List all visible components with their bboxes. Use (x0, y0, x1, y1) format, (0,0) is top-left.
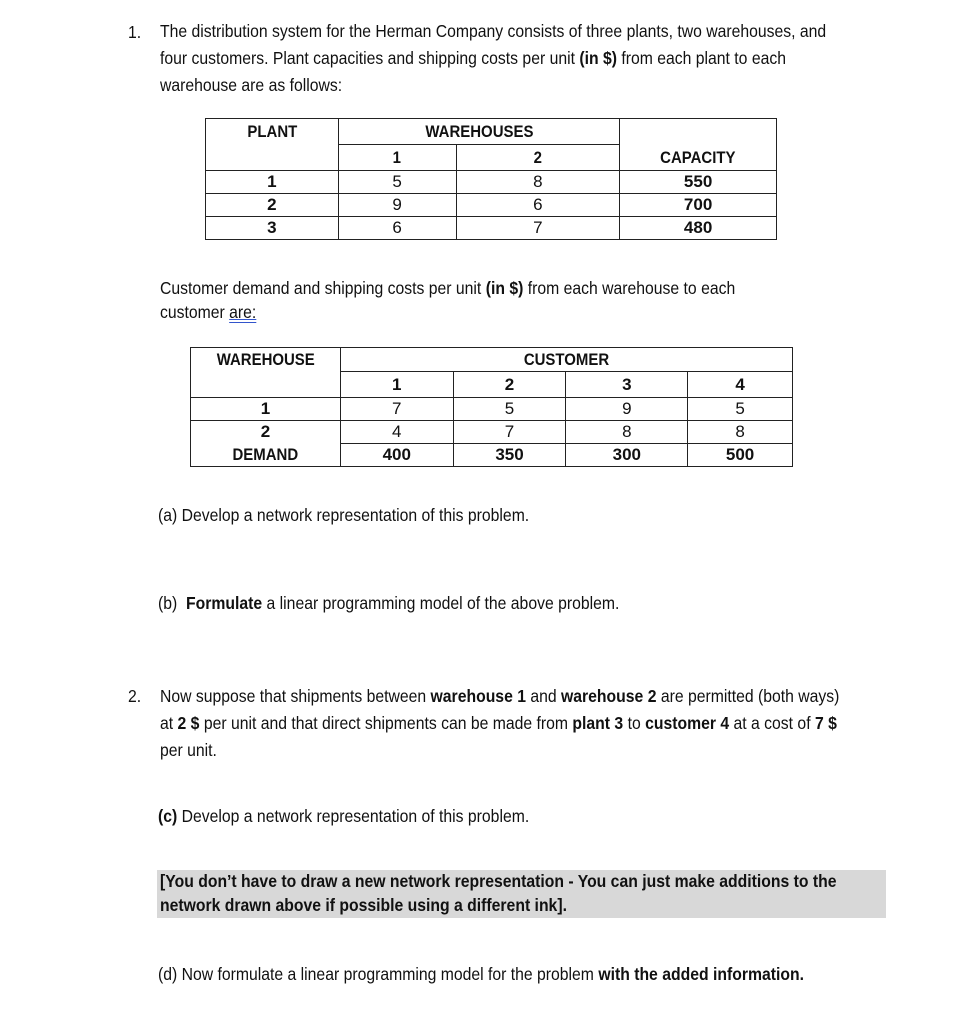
customer-header: CUSTOMER (340, 348, 792, 372)
question-2-number: 2. (128, 686, 142, 706)
customer-col-2: 2 (453, 372, 566, 398)
q2-line-3: per unit. (160, 740, 217, 760)
capacity-header: CAPACITY (620, 119, 777, 171)
warehouse-col-2: 2 (456, 145, 620, 171)
part-a: (a) Develop a network representation of this problem. (158, 505, 530, 525)
plant-warehouse-table (205, 118, 777, 240)
customer-col-4: 4 (688, 372, 793, 398)
part-c: (c) Develop a network representation of this problem. (158, 806, 530, 826)
demand-row: DEMAND 400 350 300 500 (191, 444, 793, 467)
question-2-text (160, 683, 839, 764)
q2-line-2: at 2 $ per unit and that direct shipments can be made from plant 3 to customer 4 at a cost of 7 $ (160, 713, 837, 733)
warehouses-header: WAREHOUSES (338, 119, 619, 145)
question-1-number: 1. (128, 22, 142, 42)
in-dollars: (in $) (579, 48, 617, 68)
intro-line-2: four customers. Plant capacities and shipping costs per unit (in $) from each plant to each (160, 48, 786, 68)
customer-col-1: 1 (340, 372, 453, 398)
plant-row: 3 6 7 480 (206, 217, 777, 240)
plant-header: PLANT (206, 119, 339, 171)
demand-line-1: Customer demand and shipping costs per unit (in $) from each warehouse to each (160, 278, 736, 298)
intro-line-3: warehouse are as follows: (160, 75, 343, 95)
part-b: (b) Formulate a linear programming model of the above problem. (158, 593, 620, 613)
plant-row: 2 9 6 700 (206, 194, 777, 217)
demand-label: DEMAND (191, 444, 341, 467)
warehouse-customer-table (190, 347, 793, 467)
warehouse-row: 1 7 5 9 5 (191, 398, 793, 421)
plant-row: 1 5 8 550 (206, 171, 777, 194)
note-line-1: [You don’t have to draw a new network representation - You can just make additions to the (160, 871, 837, 891)
warehouse-header: WAREHOUSE (191, 348, 341, 398)
warehouse-row: 2 4 7 8 8 (191, 421, 793, 444)
note-text (160, 869, 836, 917)
intro-line-1: The distribution system for the Herman Company consists of three plants, two warehouses, and (160, 21, 827, 41)
demand-line-2: customer are: (160, 302, 257, 322)
warehouse-col-1: 1 (338, 145, 456, 171)
customer-col-3: 3 (566, 372, 688, 398)
question-1-intro (160, 18, 826, 99)
part-d: (d) Now formulate a linear programming model for the problem with the added information. (158, 964, 804, 984)
q2-line-1: Now suppose that shipments between warehouse 1 and warehouse 2 are permitted (both ways) (160, 686, 840, 706)
note-line-2: network drawn above if possible using a different ink]. (160, 895, 567, 915)
demand-intro (160, 276, 735, 324)
